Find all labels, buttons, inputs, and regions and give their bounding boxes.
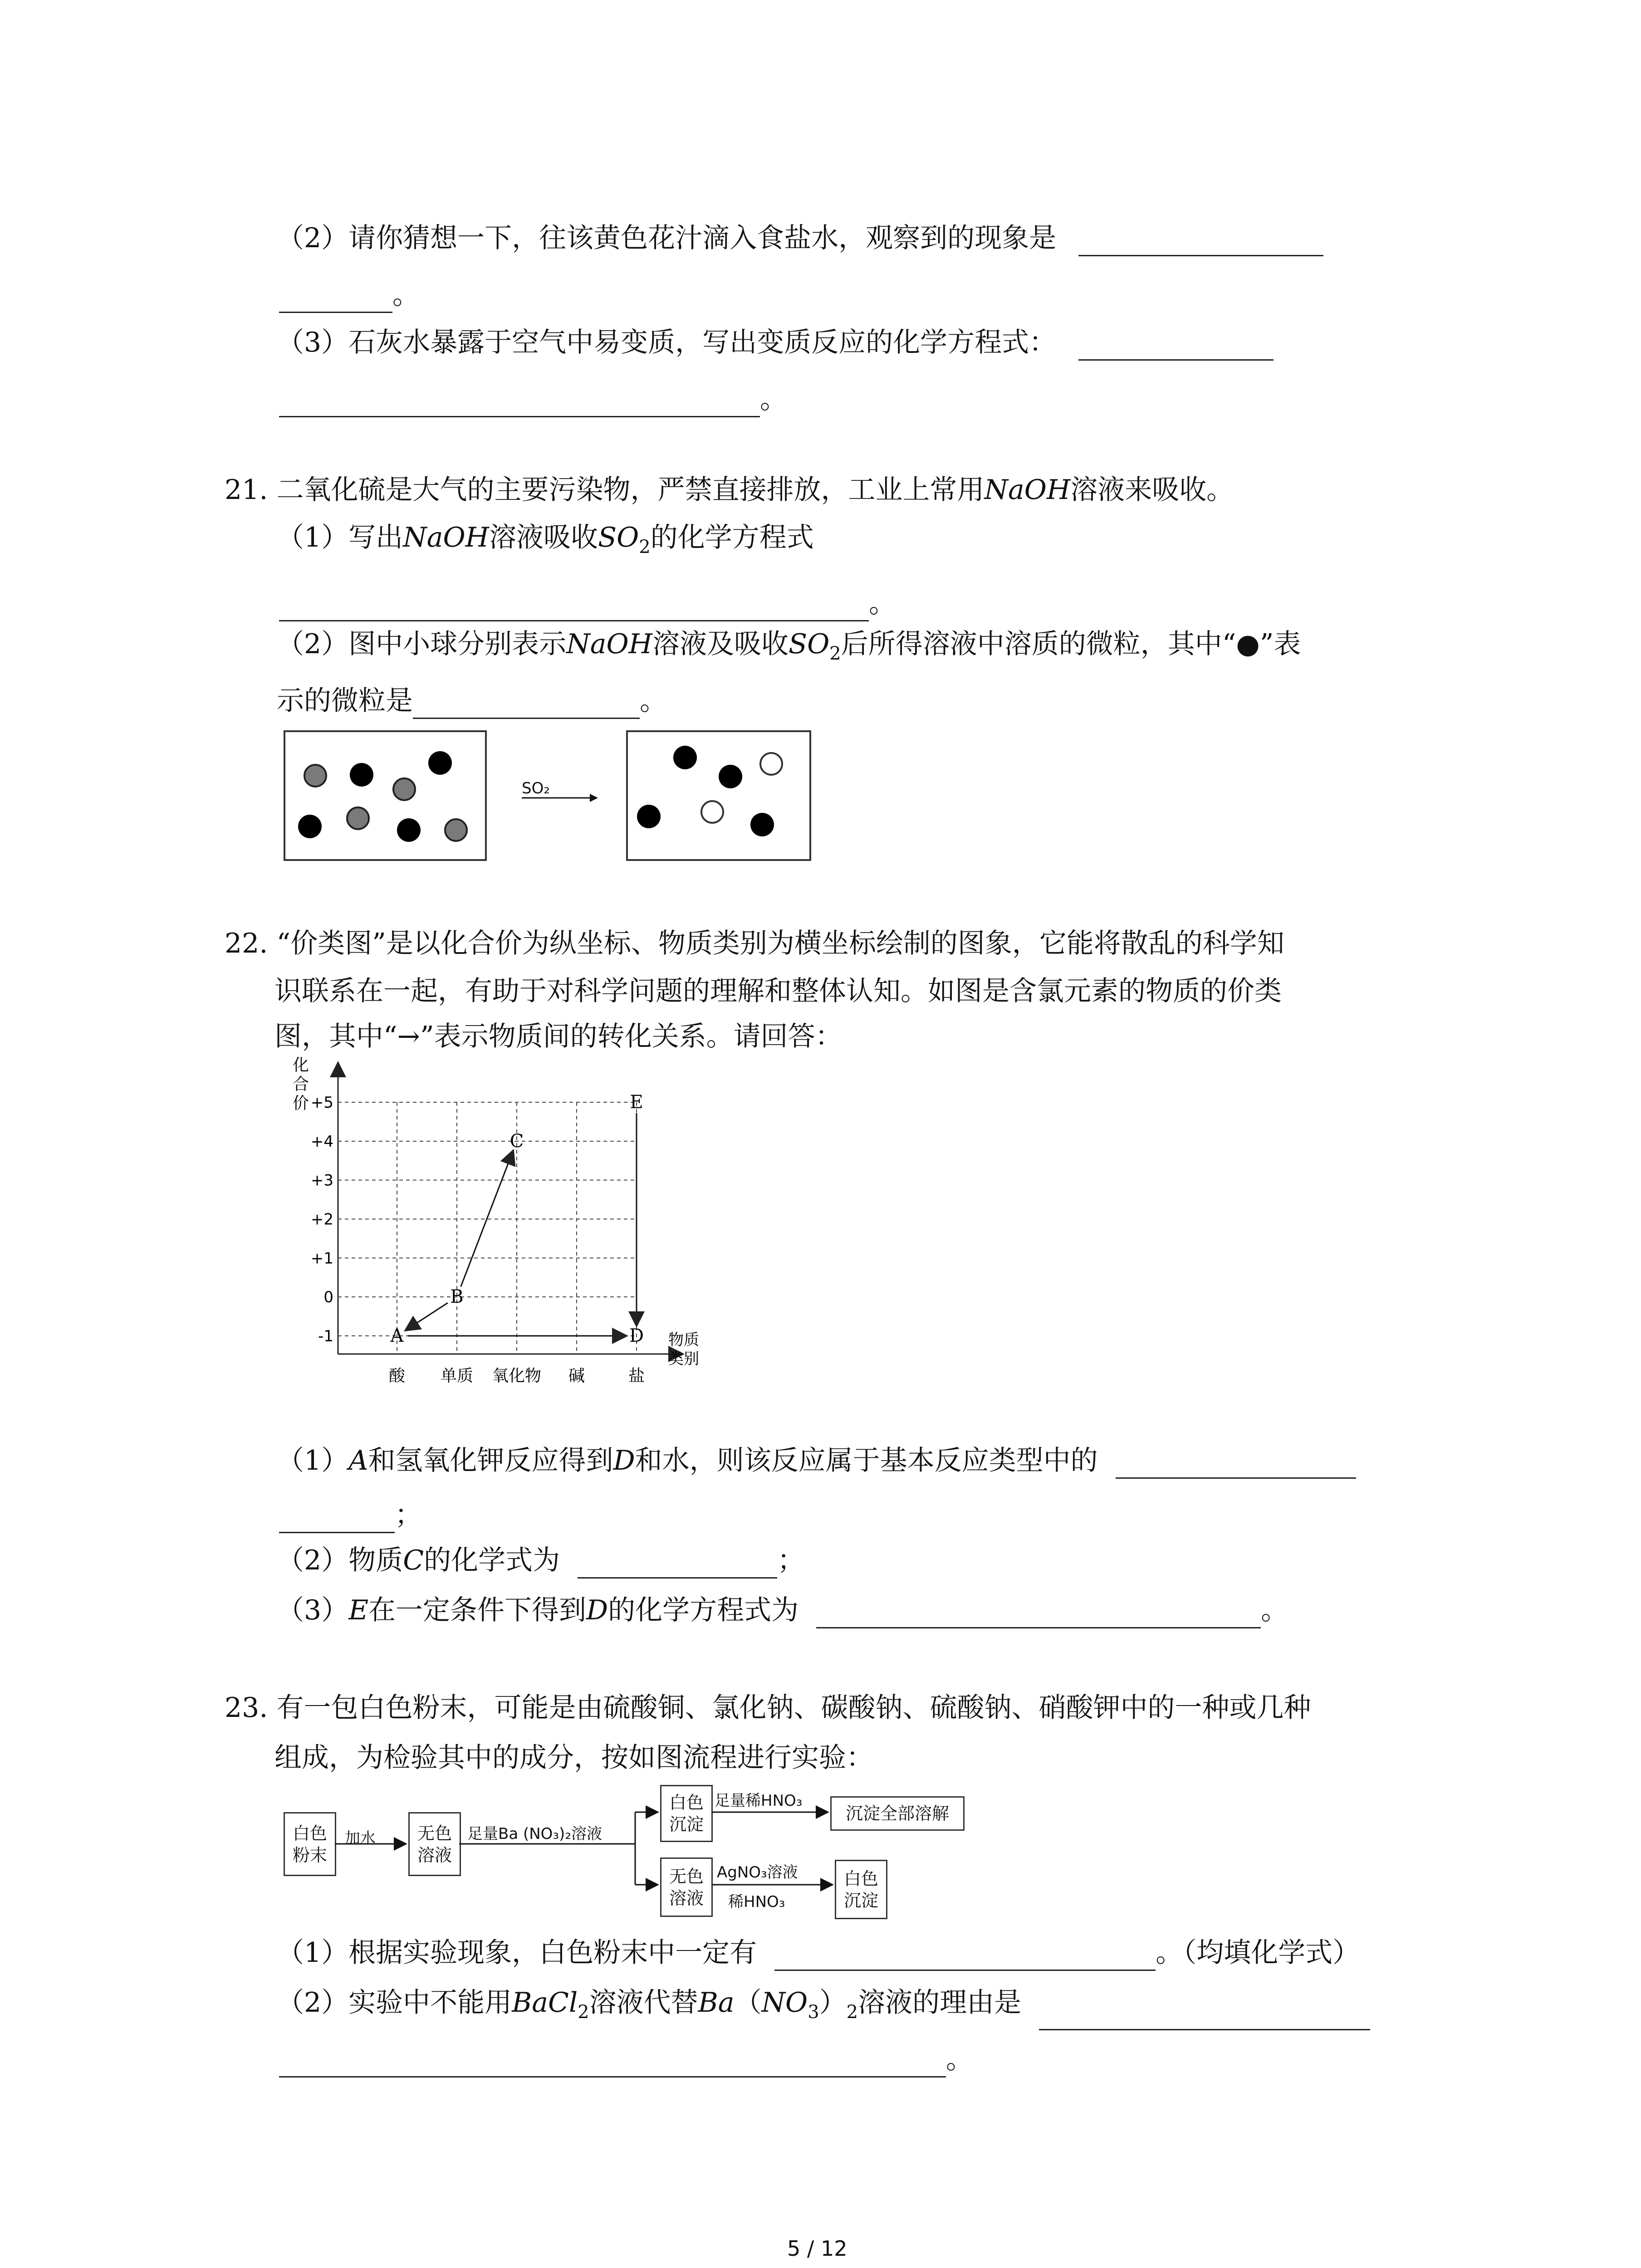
x-tick-label: 盐	[628, 1367, 645, 1385]
answer-blank[interactable]	[279, 388, 760, 417]
answer-blank[interactable]	[578, 1549, 777, 1579]
q20-part3	[277, 324, 1274, 361]
q20-part2	[277, 220, 1323, 256]
flow-solution2: 无色 溶液	[660, 1857, 713, 1917]
q22-part1-cont: ；	[279, 1497, 422, 1533]
point-E: E	[630, 1092, 643, 1113]
y-tick-label: -1	[318, 1327, 333, 1345]
particle	[397, 818, 421, 842]
y-tick-label: +1	[310, 1249, 333, 1268]
point-B: B	[450, 1286, 464, 1308]
flow-solution: 无色 溶液	[408, 1812, 461, 1876]
answer-blank[interactable]	[279, 2048, 946, 2077]
q20-part2-text: （2）请你猜想一下，往该黄色花汁滴入食盐水，观察到的现象是	[277, 222, 1057, 254]
y-axis-label: 化	[293, 1057, 309, 1075]
flow-step-water: 加水	[345, 1829, 376, 1848]
answer-blank[interactable]	[774, 1941, 1156, 1971]
answer-blank[interactable]	[816, 1599, 1261, 1628]
x-tick-label: 酸	[388, 1367, 406, 1385]
particle	[304, 764, 327, 787]
reaction-arrow-label: SO₂	[522, 779, 550, 797]
page-number: 5 / 12	[787, 2236, 847, 2261]
point-D: D	[629, 1325, 644, 1346]
particle	[444, 818, 468, 842]
q22-stem-line2: 识联系在一起，有助于对科学问题的理解和整体认知。如图是含氯元素的物质的价类	[274, 975, 1282, 1007]
answer-blank[interactable]	[1116, 1449, 1356, 1479]
answer-blank[interactable]	[279, 1504, 395, 1533]
point-C: C	[509, 1130, 524, 1152]
particle	[637, 805, 661, 828]
flow-arrows	[281, 1780, 971, 1921]
q23-part2: （2）实验中不能用BaCl$_2$溶液代替$Ba(NO_3)_2$溶液的理由是	[277, 1984, 1370, 2030]
particle	[298, 815, 322, 838]
particle	[428, 751, 452, 775]
answer-blank[interactable]	[279, 592, 869, 621]
particle	[392, 777, 416, 801]
flow-dissolve: 沉淀全部溶解	[830, 1796, 965, 1831]
q23-part2-cont: 。	[279, 2041, 973, 2077]
answer-blank[interactable]	[279, 284, 392, 313]
x-axis-label: 物质	[668, 1331, 699, 1349]
particle	[719, 765, 742, 788]
y-tick-label: +3	[310, 1171, 333, 1190]
question-number: 23.	[225, 1692, 268, 1724]
q21-part2: （2）图中小球分别表示NaOH溶液及吸收$SO_2$后所得溶液中溶质的微粒，其中“●”表	[277, 628, 1301, 664]
flow-powder: 白色 粉末	[284, 1812, 336, 1876]
flow-step-nitric-acid: 足量稀HNO₃	[715, 1792, 803, 1810]
arrow-B-A	[406, 1303, 448, 1330]
flow-step-barium-nitrate: 足量Ba (NO₃)₂溶液	[467, 1825, 602, 1843]
question-number: 21.	[225, 474, 268, 506]
y-tick-label: +4	[310, 1132, 333, 1151]
answer-blank[interactable]	[1078, 227, 1323, 256]
y-tick-label: +5	[310, 1094, 333, 1112]
flow-step-dilute-nitric: 稀HNO₃	[728, 1893, 785, 1911]
before-box	[284, 730, 487, 861]
q22-stem-line3: 图，其中“→”表示物质间的转化关系。请回答：	[274, 1021, 843, 1052]
x-tick-label: 碱	[568, 1367, 585, 1385]
q21-stem: 21. 二氧化硫是大气的主要污染物，严禁直接排放，工业上常用NaOH溶液来吸收。	[225, 474, 1234, 506]
x-tick-label: 氧化物	[492, 1367, 542, 1385]
valence-class-chart	[272, 1057, 735, 1429]
y-axis-label: 价	[293, 1094, 309, 1113]
flow-step-silver-nitrate: AgNO₃溶液	[717, 1863, 798, 1882]
particle	[750, 813, 774, 836]
point-A: A	[390, 1325, 404, 1346]
q21-part2-cont: 示的微粒是 。	[277, 683, 667, 719]
flow-precipitate2: 白色 沉淀	[835, 1860, 887, 1919]
q22-part3: （3）E在一定条件下得到D的化学方程式为 。	[277, 1592, 1288, 1628]
y-axis-label: 合	[293, 1075, 309, 1094]
q22-part2: （2）物质C的化学式为 ；	[277, 1542, 804, 1579]
q21-part1: （1）写出NaOH溶液吸收$SO_2$的化学方程式	[277, 522, 814, 557]
q23-part1: （1）根据实验现象，白色粉末中一定有 。（均填化学式）	[277, 1935, 1360, 1971]
particle	[673, 746, 697, 769]
q20-part2-cont: 。	[279, 277, 420, 313]
particle	[700, 800, 724, 824]
particle	[759, 752, 783, 776]
x-tick-label: 单质	[440, 1367, 474, 1385]
after-box	[626, 730, 811, 861]
q21-part1-answer: 。	[279, 585, 896, 621]
q23-stem-line2: 组成，为检验其中的成分，按如图流程进行实验：	[274, 1742, 873, 1774]
flow-precipitate: 白色 沉淀	[660, 1785, 713, 1842]
answer-blank[interactable]	[1039, 2001, 1370, 2030]
q22-part1: （1）A和氢氧化钾反应得到D和水，则该反应属于基本反应类型中的	[277, 1442, 1356, 1479]
q23-stem-line1: 23. 有一包白色粉末，可能是由硫酸铜、氯化钠、碳酸钠、硫酸钠、硝酸钾中的一种或几种	[225, 1692, 1311, 1724]
question-number: 22.	[225, 928, 268, 959]
particle	[350, 763, 373, 787]
y-tick-label: +2	[310, 1210, 333, 1229]
answer-blank[interactable]	[413, 689, 640, 719]
answer-blank[interactable]	[1078, 331, 1274, 361]
q20-part3-cont: 。	[279, 381, 787, 417]
x-axis-label: 类别	[668, 1350, 699, 1368]
particle	[346, 807, 370, 830]
q20-part3-text: （3）石灰水暴露于空气中易变质，写出变质反应的化学方程式：	[277, 327, 1057, 358]
y-tick-label: 0	[323, 1288, 333, 1307]
q22-stem-line1: 22. “价类图”是以化合价为纵坐标、物质类别为横坐标绘制的图象，它能将散乱的科学知	[225, 928, 1284, 959]
reaction-arrow	[522, 792, 599, 805]
